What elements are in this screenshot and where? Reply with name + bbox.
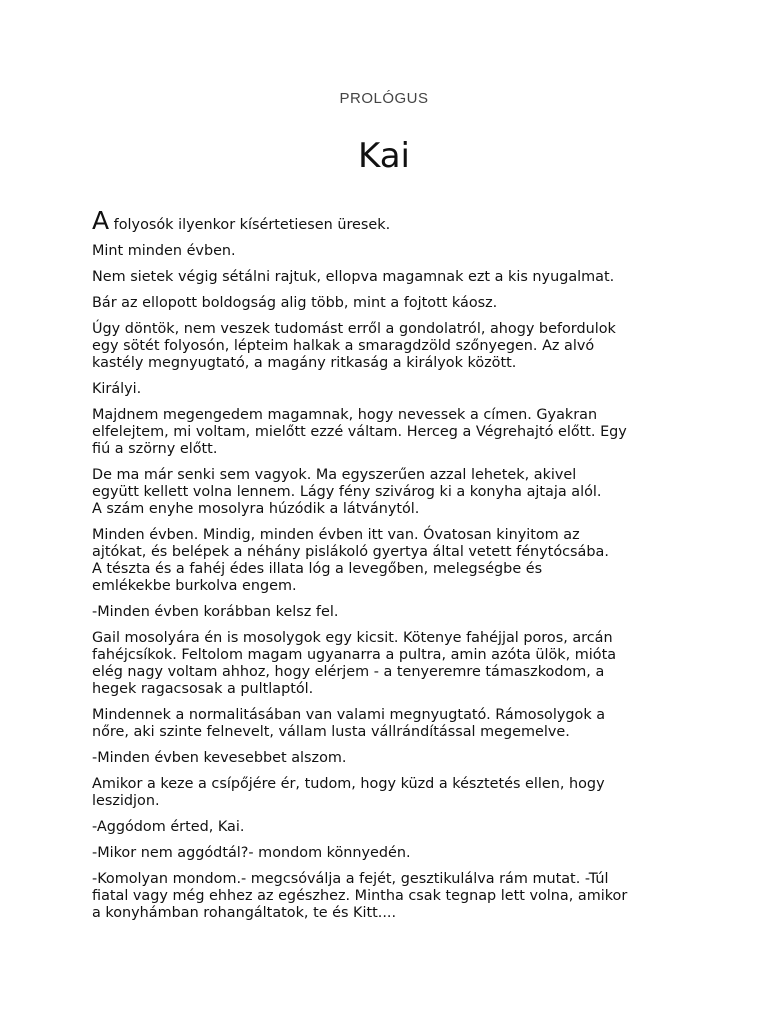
chapter-label: PROLÓGUS [339,90,429,107]
dialogue-line: -Aggódom érted, Kai. [92,819,245,835]
dialogue-line: -Minden évben korábban kelsz fel. [92,604,339,620]
dialogue-line: -Komolyan mondom.- megcsóválja a fejét, gesztikulálva rám mutat. -Túl fiatal vagy még ehhez az egészhez. Mintha csak tegnap lett volna, amikor a konyhámban rohangáltatok, te és Kitt.... [92,871,628,921]
dialogue-line: -Minden évben kevesebbet alszom. [92,750,347,766]
paragraph: Nem sietek végig sétálni rajtuk, ellopva magamnak ezt a kis nyugalmat. [92,269,615,285]
paragraph: Mint minden évben. [92,243,236,259]
paragraph: Minden évben. Mindig, minden évben itt van. Óvatosan kinyitom az ajtókat, és belépek a néhány pislákoló gyertya által vetett fénytócsába. A tészta és a fahéj édes illata lóg a levegőben, melegségbe és emlékekbe burkolva engem. [92,527,609,594]
drop-cap: A [92,206,110,235]
opening-paragraph-text: folyosók ilyenkor kísértetiesen üresek. [109,217,391,233]
paragraph: De ma már senki sem vagyok. Ma egyszerűen azzal lehetek, akivel együtt kellett volna lennem. Lágy fény szivárog ki a konyha ajtaja alól. A szám enyhe mosolyra húzódik a látványtól. [92,467,602,517]
paragraph: Úgy döntök, nem veszek tudomást erről a gondolatról, ahogy befordulok egy sötét folyosón, lépteim halkak a smaragdzöld szőnyegen. Az alvó kastély megnyugtató, a magány ritkaság a királyok között. [92,321,616,371]
chapter-body [92,206,682,931]
paragraph: Mindennek a normalitásában van valami megnyugtató. Rámosolygok a nőre, aki szinte felnevelt, vállam lusta vállrándítással megemelve. [92,707,606,740]
paragraph: Majdnem megengedem magamnak, hogy nevessek a címen. Gyakran elfelejtem, mi voltam, mielőtt ezzé váltam. Herceg a Végrehajtó előtt. Egy fiú a szörny előtt. [92,407,627,457]
paragraph: Gail mosolyára én is mosolygok egy kicsit. Kötenye fahéjjal poros, arcán fahéjcsíkok. Feltolom magam ugyanarra a pultra, amin azóta ülök, mióta elég nagy voltam ahhoz, hogy elérjem - a tenyeremre támaszkodom, a hegek ragacsosak a pultlaptól. [92,630,617,697]
paragraph: Királyi. [92,381,142,397]
paragraph: Amikor a keze a csípőjére ér, tudom, hogy küzd a késztetés ellen, hogy leszidjon. [92,776,605,809]
paragraph: Bár az ellopott boldogság alig több, mint a fojtott káosz. [92,295,498,311]
opening-paragraph [92,206,682,235]
chapter-title: Kai [358,136,410,176]
dialogue-line: -Mikor nem aggódtál?- mondom könnyedén. [92,845,411,861]
